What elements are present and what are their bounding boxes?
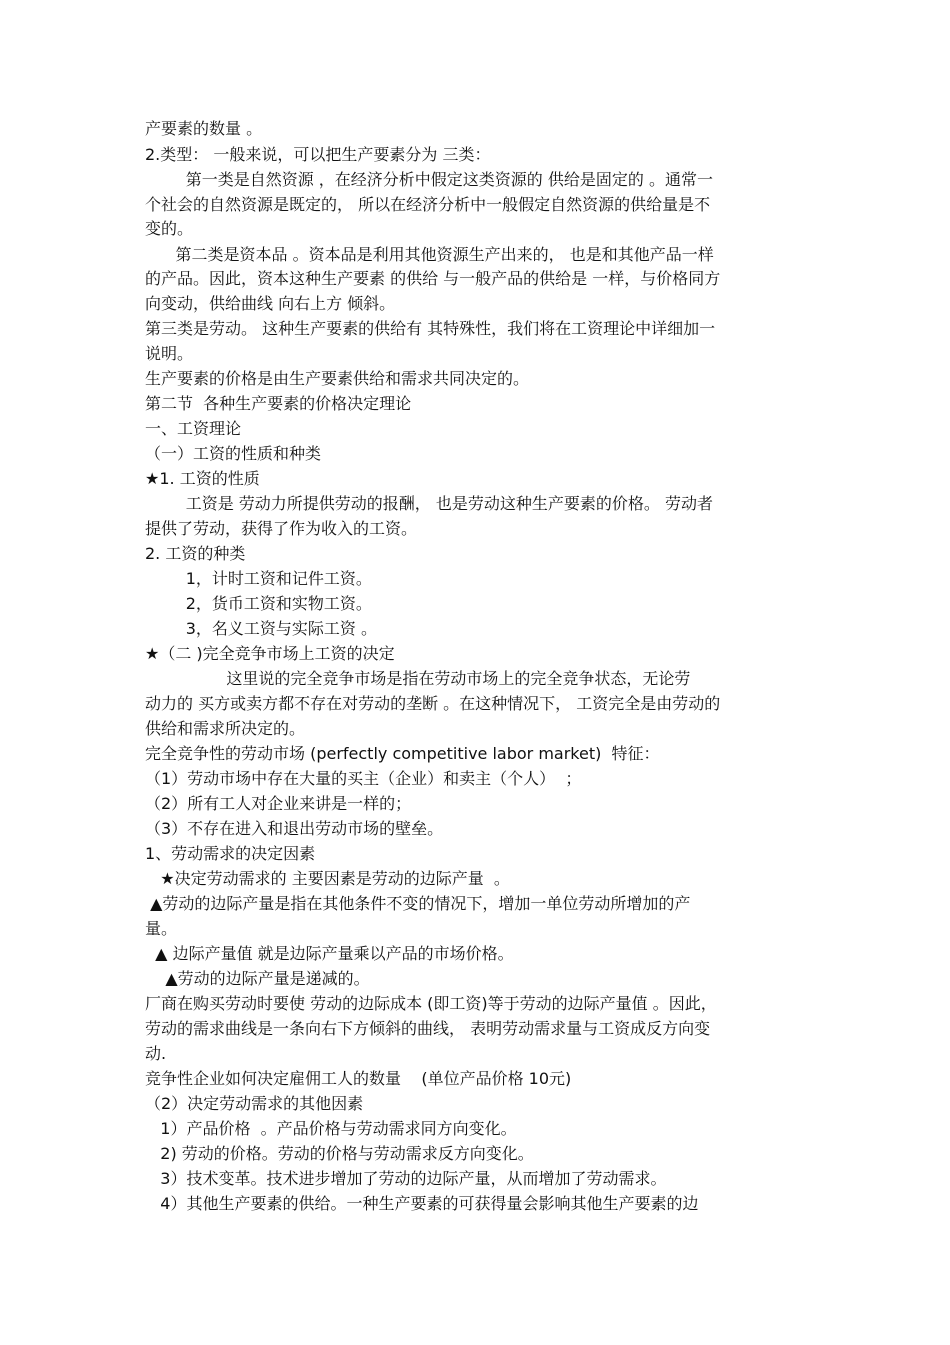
text-line: ★决定劳动需求的 主要因素是劳动的边际产量 。 — [145, 869, 510, 888]
text-line: ▲劳动的边际产量是递减的。 — [145, 969, 370, 988]
text-line: 变的。 — [145, 219, 194, 238]
text-line: 提供了劳动，获得了作为收入的工资。 — [145, 519, 418, 538]
text-line: 产要素的数量 。 — [145, 119, 263, 138]
text-line: 劳动的需求曲线是一条向右下方倾斜的曲线， 表明劳动需求量与工资成反方向变 — [145, 1019, 711, 1038]
list-item: 1，计时工资和记件工资。 — [145, 569, 372, 588]
text-line: 量。 — [145, 919, 178, 938]
text-line: 2.类型： 一般来说，可以把生产要素分为 三类： — [145, 145, 491, 164]
text-line: 生产要素的价格是由生产要素供给和需求共同决定的。 — [145, 369, 530, 388]
text-line: 第一类是自然资源 ，在经济分析中假定这类资源的 供给是固定的 。通常一 — [145, 170, 713, 189]
text-line: ★1. 工资的性质 — [145, 469, 260, 488]
subsection-heading: ★（二 )完全竞争市场上工资的决定 — [145, 644, 395, 663]
text-line: 的产品。因此，资本这种生产要素 的供给 与一般产品的供给是 一样，与价格同方 — [145, 269, 721, 288]
list-item: 4）其他生产要素的供给。一种生产要素的可获得量会影响其他生产要素的边 — [145, 1194, 699, 1213]
text-line: 说明。 — [145, 344, 194, 363]
text-line: 厂商在购买劳动时要使 劳动的边际成本 (即工资)等于劳动的边际产量值 。因此， — [145, 994, 717, 1013]
text-line: 1、劳动需求的决定因素 — [145, 844, 316, 863]
list-item: 3）技术变革。技术进步增加了劳动的边际产量，从而增加了劳动需求。 — [145, 1169, 667, 1188]
text-line: 第三类是劳动。 这种生产要素的供给有 其特殊性，我们将在工资理论中详细加一 — [145, 319, 716, 338]
text-line: 工资是 劳动力所提供劳动的报酬， 也是劳动这种生产要素的价格。 劳动者 — [145, 494, 713, 513]
text-line: 动. — [145, 1044, 167, 1063]
list-item: （1）劳动市场中存在大量的买主（企业）和卖主（个人） ； — [145, 769, 582, 788]
text-line: （2）决定劳动需求的其他因素 — [145, 1094, 364, 1113]
text-line: ▲劳动的边际产量是指在其他条件不变的情况下，增加一单位劳动所增加的产 — [145, 894, 691, 913]
list-item: 2，货币工资和实物工资。 — [145, 594, 372, 613]
list-item: （2）所有工人对企业来讲是一样的； — [145, 794, 412, 813]
list-item: 1）产品价格 。产品价格与劳动需求同方向变化。 — [145, 1119, 517, 1138]
text-line: 向变动，供给曲线 向右上方 倾斜。 — [145, 294, 396, 313]
text-line: 2. 工资的种类 — [145, 544, 246, 563]
text-line: 供给和需求所决定的。 — [145, 719, 306, 738]
subsection-heading: 一、工资理论 — [145, 419, 242, 438]
list-item: 2) 劳动的价格。劳动的价格与劳动需求反方向变化。 — [145, 1144, 534, 1163]
text-line: 动力的 买方或卖方都不存在对劳动的垄断 。在这种情况下， 工资完全是由劳动的 — [145, 694, 721, 713]
text-line: 竞争性企业如何决定雇佣工人的数量 (单位产品价格 10元) — [145, 1069, 572, 1088]
text-line: 第二类是资本品 。资本品是利用其他资源生产出来的， 也是和其他产品一样 — [145, 245, 714, 264]
section-heading: 第二节 各种生产要素的价格决定理论 — [145, 394, 412, 413]
subsection-heading: （一）工资的性质和种类 — [145, 444, 322, 463]
text-line: 个社会的自然资源是既定的， 所以在经济分析中一般假定自然资源的供给量是不 — [145, 195, 711, 214]
text-line: ▲ 边际产量值 就是边际产量乘以产品的市场价格。 — [145, 944, 514, 963]
list-item: （3）不存在进入和退出劳动市场的壁垒。 — [145, 819, 444, 838]
text-line: 完全竞争性的劳动市场 (perfectly competitive labor market) 特征： — [145, 744, 660, 763]
text-line: 这里说的完全竞争市场是指在劳动市场上的完全竞争状态，无论劳 — [145, 669, 691, 688]
list-item: 3，名义工资与实际工资 。 — [145, 619, 377, 638]
